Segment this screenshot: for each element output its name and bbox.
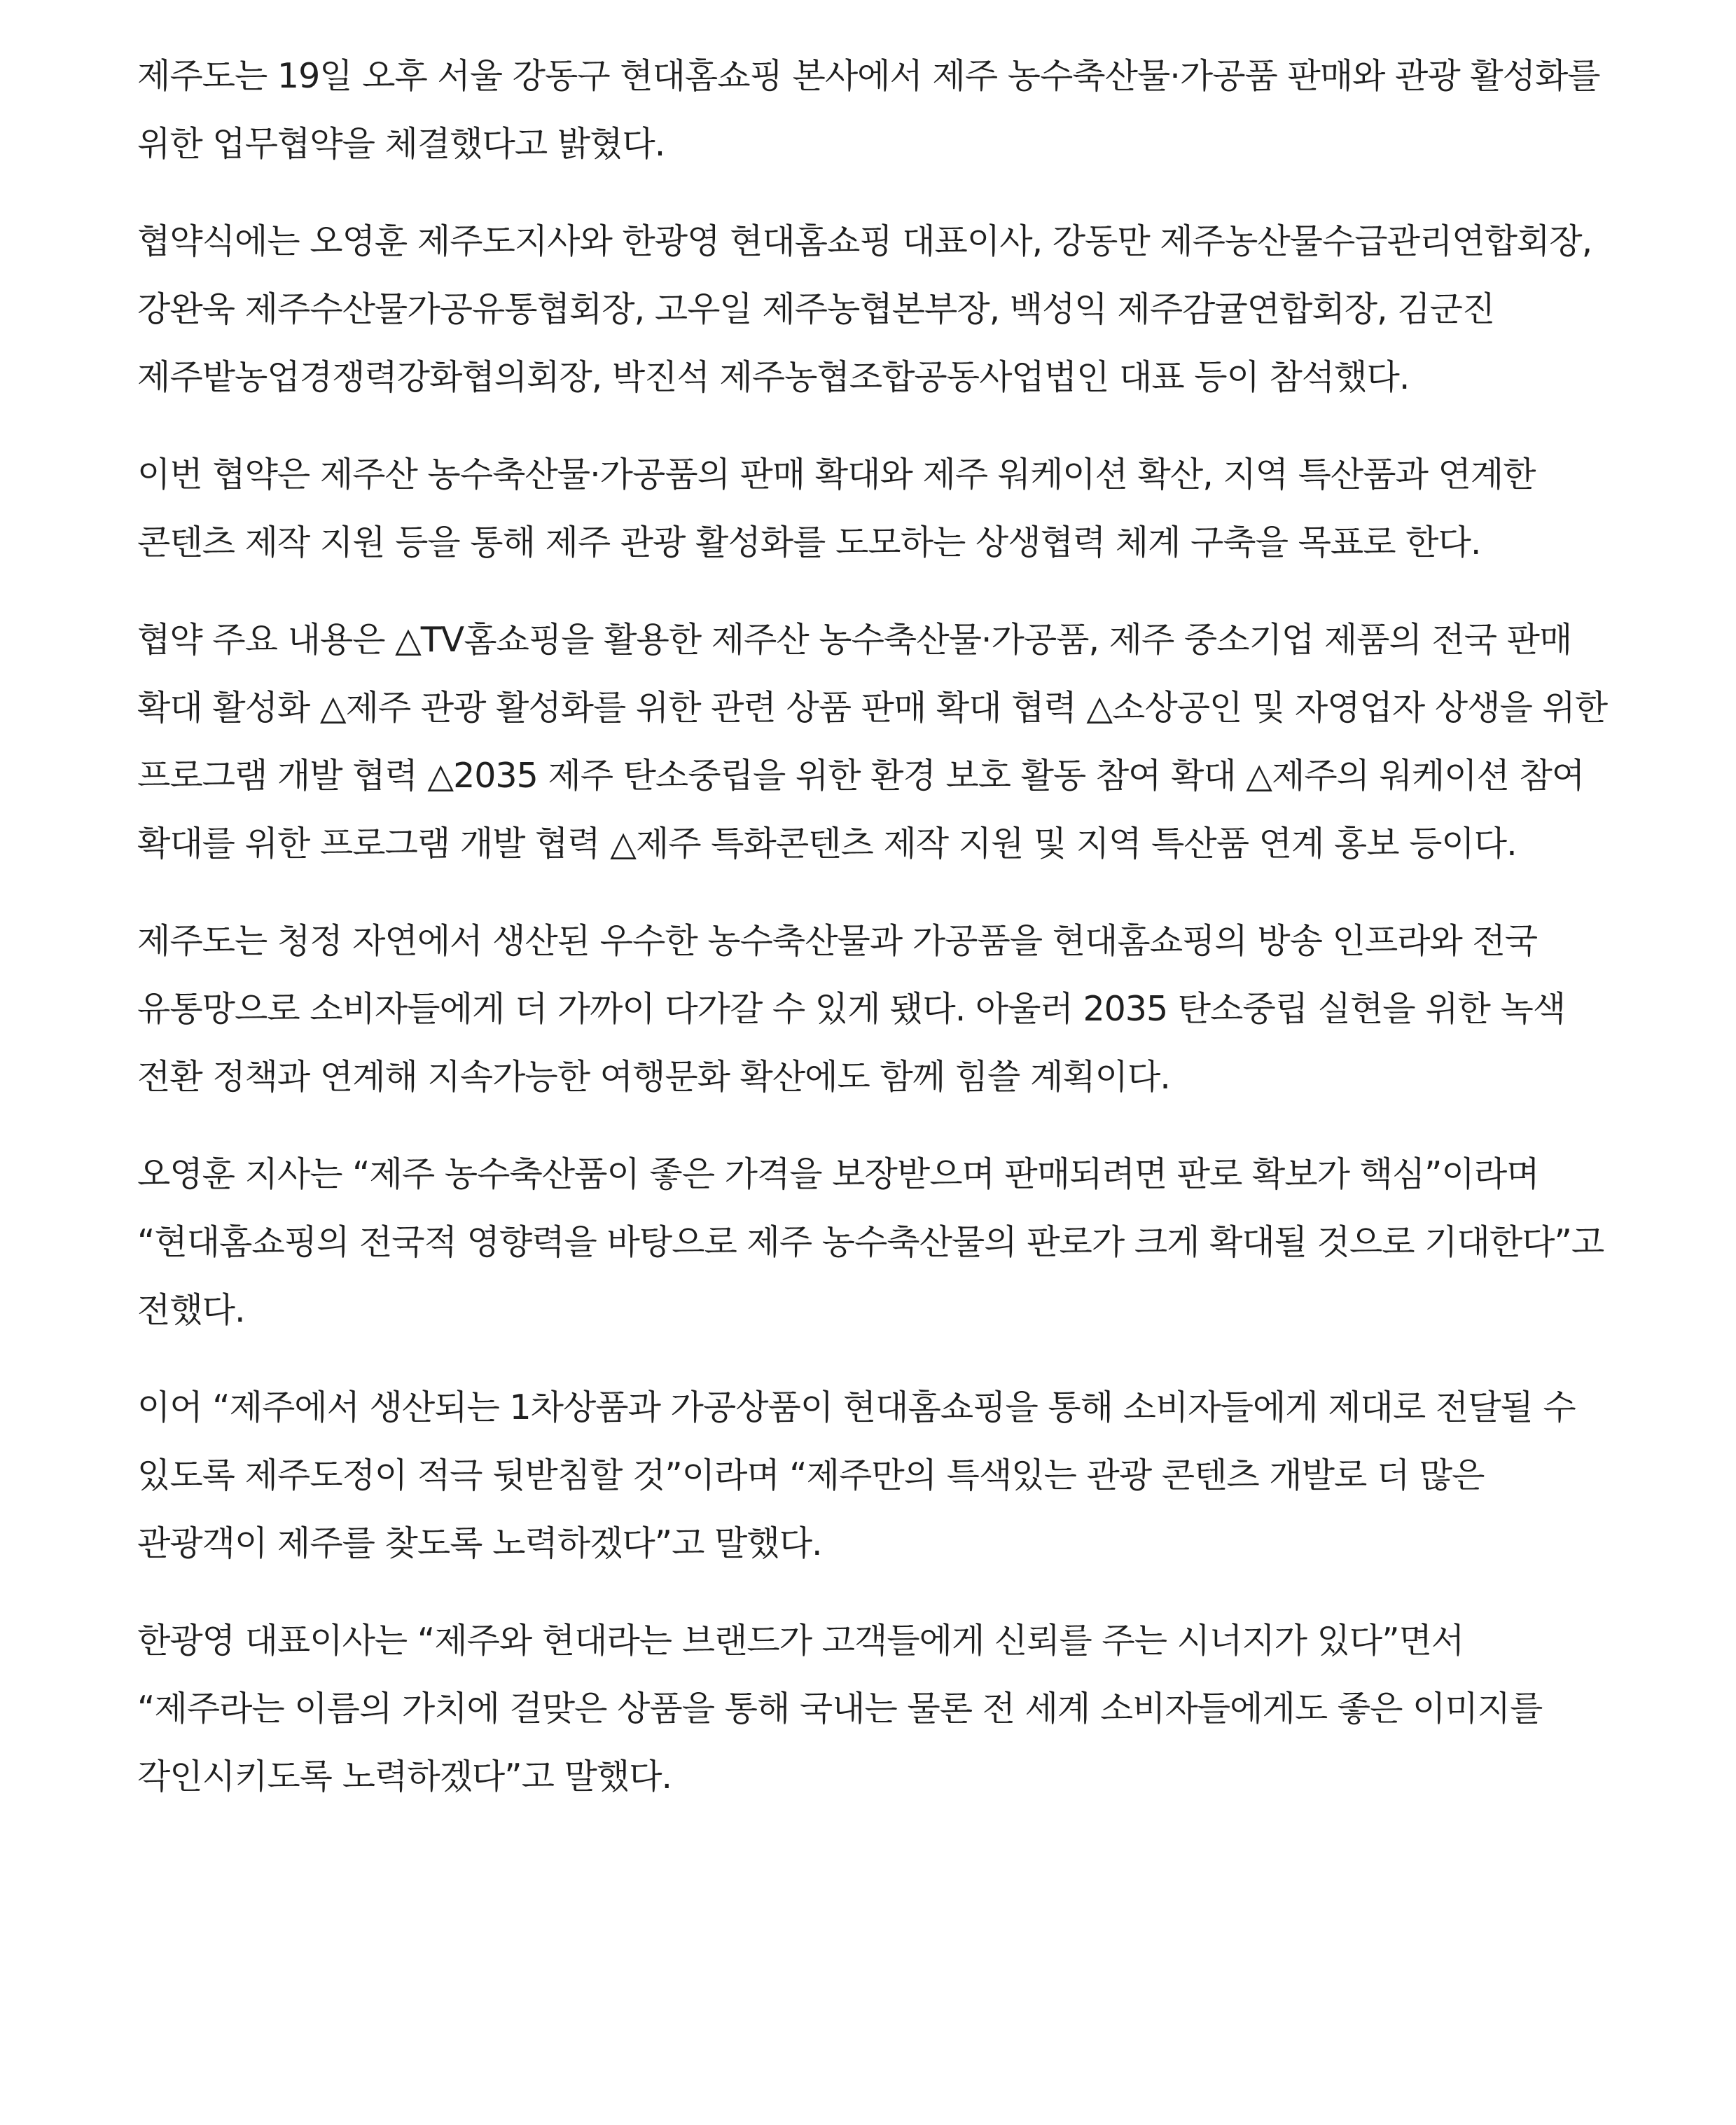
article-paragraph: 한광영 대표이사는 “제주와 현대라는 브랜드가 고객들에게 신뢰를 주는 시너지가 있다”면서 “제주라는 이름의 가치에 걸맞은 상품을 통해 국내는 물론 전 세계 소비자들에게도 좋은 이미지를 각인시키도록 노력하겠다”고 말했다.	[137, 1621, 1543, 1797]
article-paragraph: 제주도는 19일 오후 서울 강동구 현대홈쇼핑 본사에서 제주 농수축산물·가공품 판매와 관광 활성화를 위한 업무협약을 체결했다고 밝혔다.	[137, 56, 1600, 164]
article-paragraph: 이어 “제주에서 생산되는 1차상품과 가공상품이 현대홈쇼핑을 통해 소비자들에게 제대로 전달될 수 있도록 제주도정이 적극 뒷받침할 것”이라며 “제주만의 특색있는 관광 콘텐츠 개발로 더 많은 관광객이 제주를 찾도록 노력하겠다”고 말했다.	[137, 1387, 1576, 1563]
article-paragraph: 협약 주요 내용은 △TV홈쇼핑을 활용한 제주산 농수축산물·가공품, 제주 중소기업 제품의 전국 판매 확대 활성화 △제주 관광 활성화를 위한 관련 상품 판매 확대 협력 △소상공인 및 자영업자 상생을 위한 프로그램 개발 협력 △2035 제주 탄소중립을 위한 환경 보호 활동 참여 확대 △제주의 워케이션 참여 확대를 위한 프로그램 개발 협력 △제주 특화콘텐츠 제작 지원 및 지역 특산품 연계 홍보 등이다.	[137, 620, 1608, 864]
article-paragraph: 제주도는 청정 자연에서 생산된 우수한 농수축산물과 가공품을 현대홈쇼핑의 방송 인프라와 전국 유통망으로 소비자들에게 더 가까이 다가갈 수 있게 됐다. 아울러 2035 탄소중립 실현을 위한 녹색 전환 정책과 연계해 지속가능한 여행문화 확산에도 함께 힘쓸 계획이다.	[137, 921, 1566, 1097]
article-paragraph: 협약식에는 오영훈 제주도지사와 한광영 현대홈쇼핑 대표이사, 강동만 제주농산물수급관리연합회장, 강완욱 제주수산물가공유통협회장, 고우일 제주농협본부장, 백성익 제주감귤연합회장, 김군진 제주밭농업경쟁력강화협의회장, 박진석 제주농협조합공동사업법인 대표 등이 참석했다.	[137, 221, 1592, 397]
article-paragraph: 이번 협약은 제주산 농수축산물·가공품의 판매 확대와 제주 워케이션 확산, 지역 특산품과 연계한 콘텐츠 제작 지원 등을 통해 제주 관광 활성화를 도모하는 상생협력 체계 구축을 목표로 한다.	[137, 455, 1536, 562]
article-paragraph: 오영훈 지사는 “제주 농수축산품이 좋은 가격을 보장받으며 판매되려면 판로 확보가 핵심”이라며 “현대홈쇼핑의 전국적 영향력을 바탕으로 제주 농수축산물의 판로가 크게 확대될 것으로 기대한다”고 전했다.	[137, 1154, 1604, 1330]
article-body	[137, 42, 1615, 1840]
